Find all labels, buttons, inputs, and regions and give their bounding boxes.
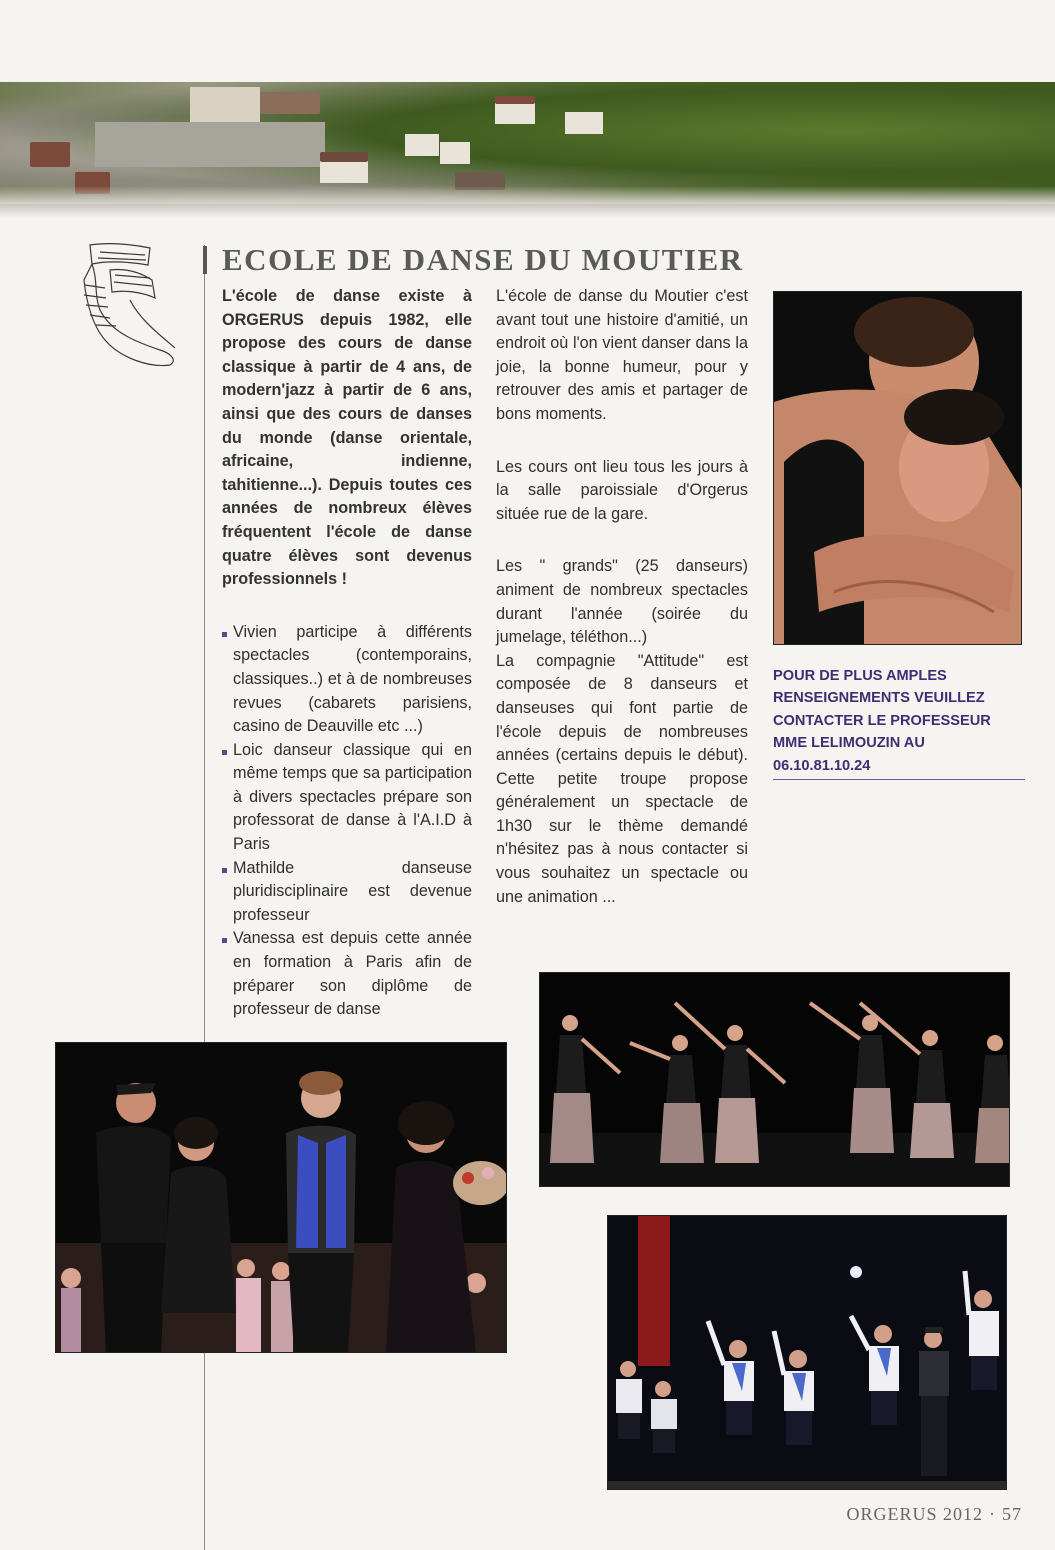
list-item: Vivien participe à différents spectacles (contemporains, classiques..) et à de nombreuses revues (cabarets parisiens, casino de Deauville etc ...)	[222, 621, 472, 739]
banner-shadow	[0, 204, 1055, 218]
list-item: Mathilde danseuse pluridisciplinaire est devenue professeur	[222, 857, 472, 928]
contact-info: POUR DE PLUS AMPLES RENSEIGNEMENTS VEUILLEZ CONTACTER LE PROFESSEUR MME LELIMOUZIN AU 06.10.81.10.24	[773, 665, 1025, 780]
article-column-1	[222, 285, 472, 1022]
column-divider	[204, 245, 205, 1550]
title-marker	[203, 246, 207, 274]
intro-paragraph: L'école de danse existe à ORGERUS depuis 1982, elle propose des cours de danse classique à partir de 4 ans, de modern'jazz à partir de 6 ans, ainsi que des cours de danses du monde (danse orientale, africaine, indienne, tahitienne...). Depuis toutes ces années de nombreux élèves fréquentent l'école de danse quatre élèves sont devenus professionnels !	[222, 287, 472, 589]
aerial-banner-photo	[0, 82, 1055, 204]
dancers-embrace-photo	[773, 291, 1022, 645]
paragraph-classes: Les cours ont lieu tous les jours à la salle paroissiale d'Orgerus située rue de la gare.	[496, 457, 748, 523]
dancers-line-photo	[539, 972, 1010, 1187]
alumni-list	[222, 621, 472, 1022]
ballet-shoes-sketch-icon	[70, 240, 185, 370]
uniform-dancers-photo	[607, 1215, 1007, 1490]
list-item: Loic danseur classique qui en même temps que sa participation à divers spectacles prépare son professorat de danse à l'A.I.D à Paris	[222, 739, 472, 857]
article-title: ECOLE DE DANSE DU MOUTIER	[222, 242, 744, 277]
paragraph-grands: Les " grands" (25 danseurs) animent de nombreux spectacles durant l'année (soirée du jumelage, téléthon...)	[496, 557, 748, 647]
page-footer	[846, 1504, 1022, 1525]
article-column-2	[496, 285, 748, 909]
footer-separator: ·	[989, 1504, 996, 1524]
performers-stage-photo	[55, 1042, 507, 1353]
paragraph-friendship: L'école de danse du Moutier c'est avant tout une histoire d'amitié, un endroit où l'on vient danser dans la joie, la bonne humeur, pour y retrouver des amis et partager de bons moments.	[496, 287, 748, 423]
publication-name: ORGERUS 2012	[846, 1504, 983, 1524]
list-item: Vanessa est depuis cette année en formation à Paris afin de préparer son diplôme de professeur de danse	[222, 927, 472, 1021]
page-number: 57	[1002, 1504, 1022, 1524]
paragraph-compagnie: La compagnie "Attitude" est composée de 8 danseurs et danseuses qui font partie de l'école depuis de nombreuses années (certains depuis le début). Cette petite troupe propose généralement un spectacle de 1h30 sur le thème demandé n'hésitez pas à nous contacter si vous souhaitez un spectacle ou une animation ...	[496, 651, 748, 906]
